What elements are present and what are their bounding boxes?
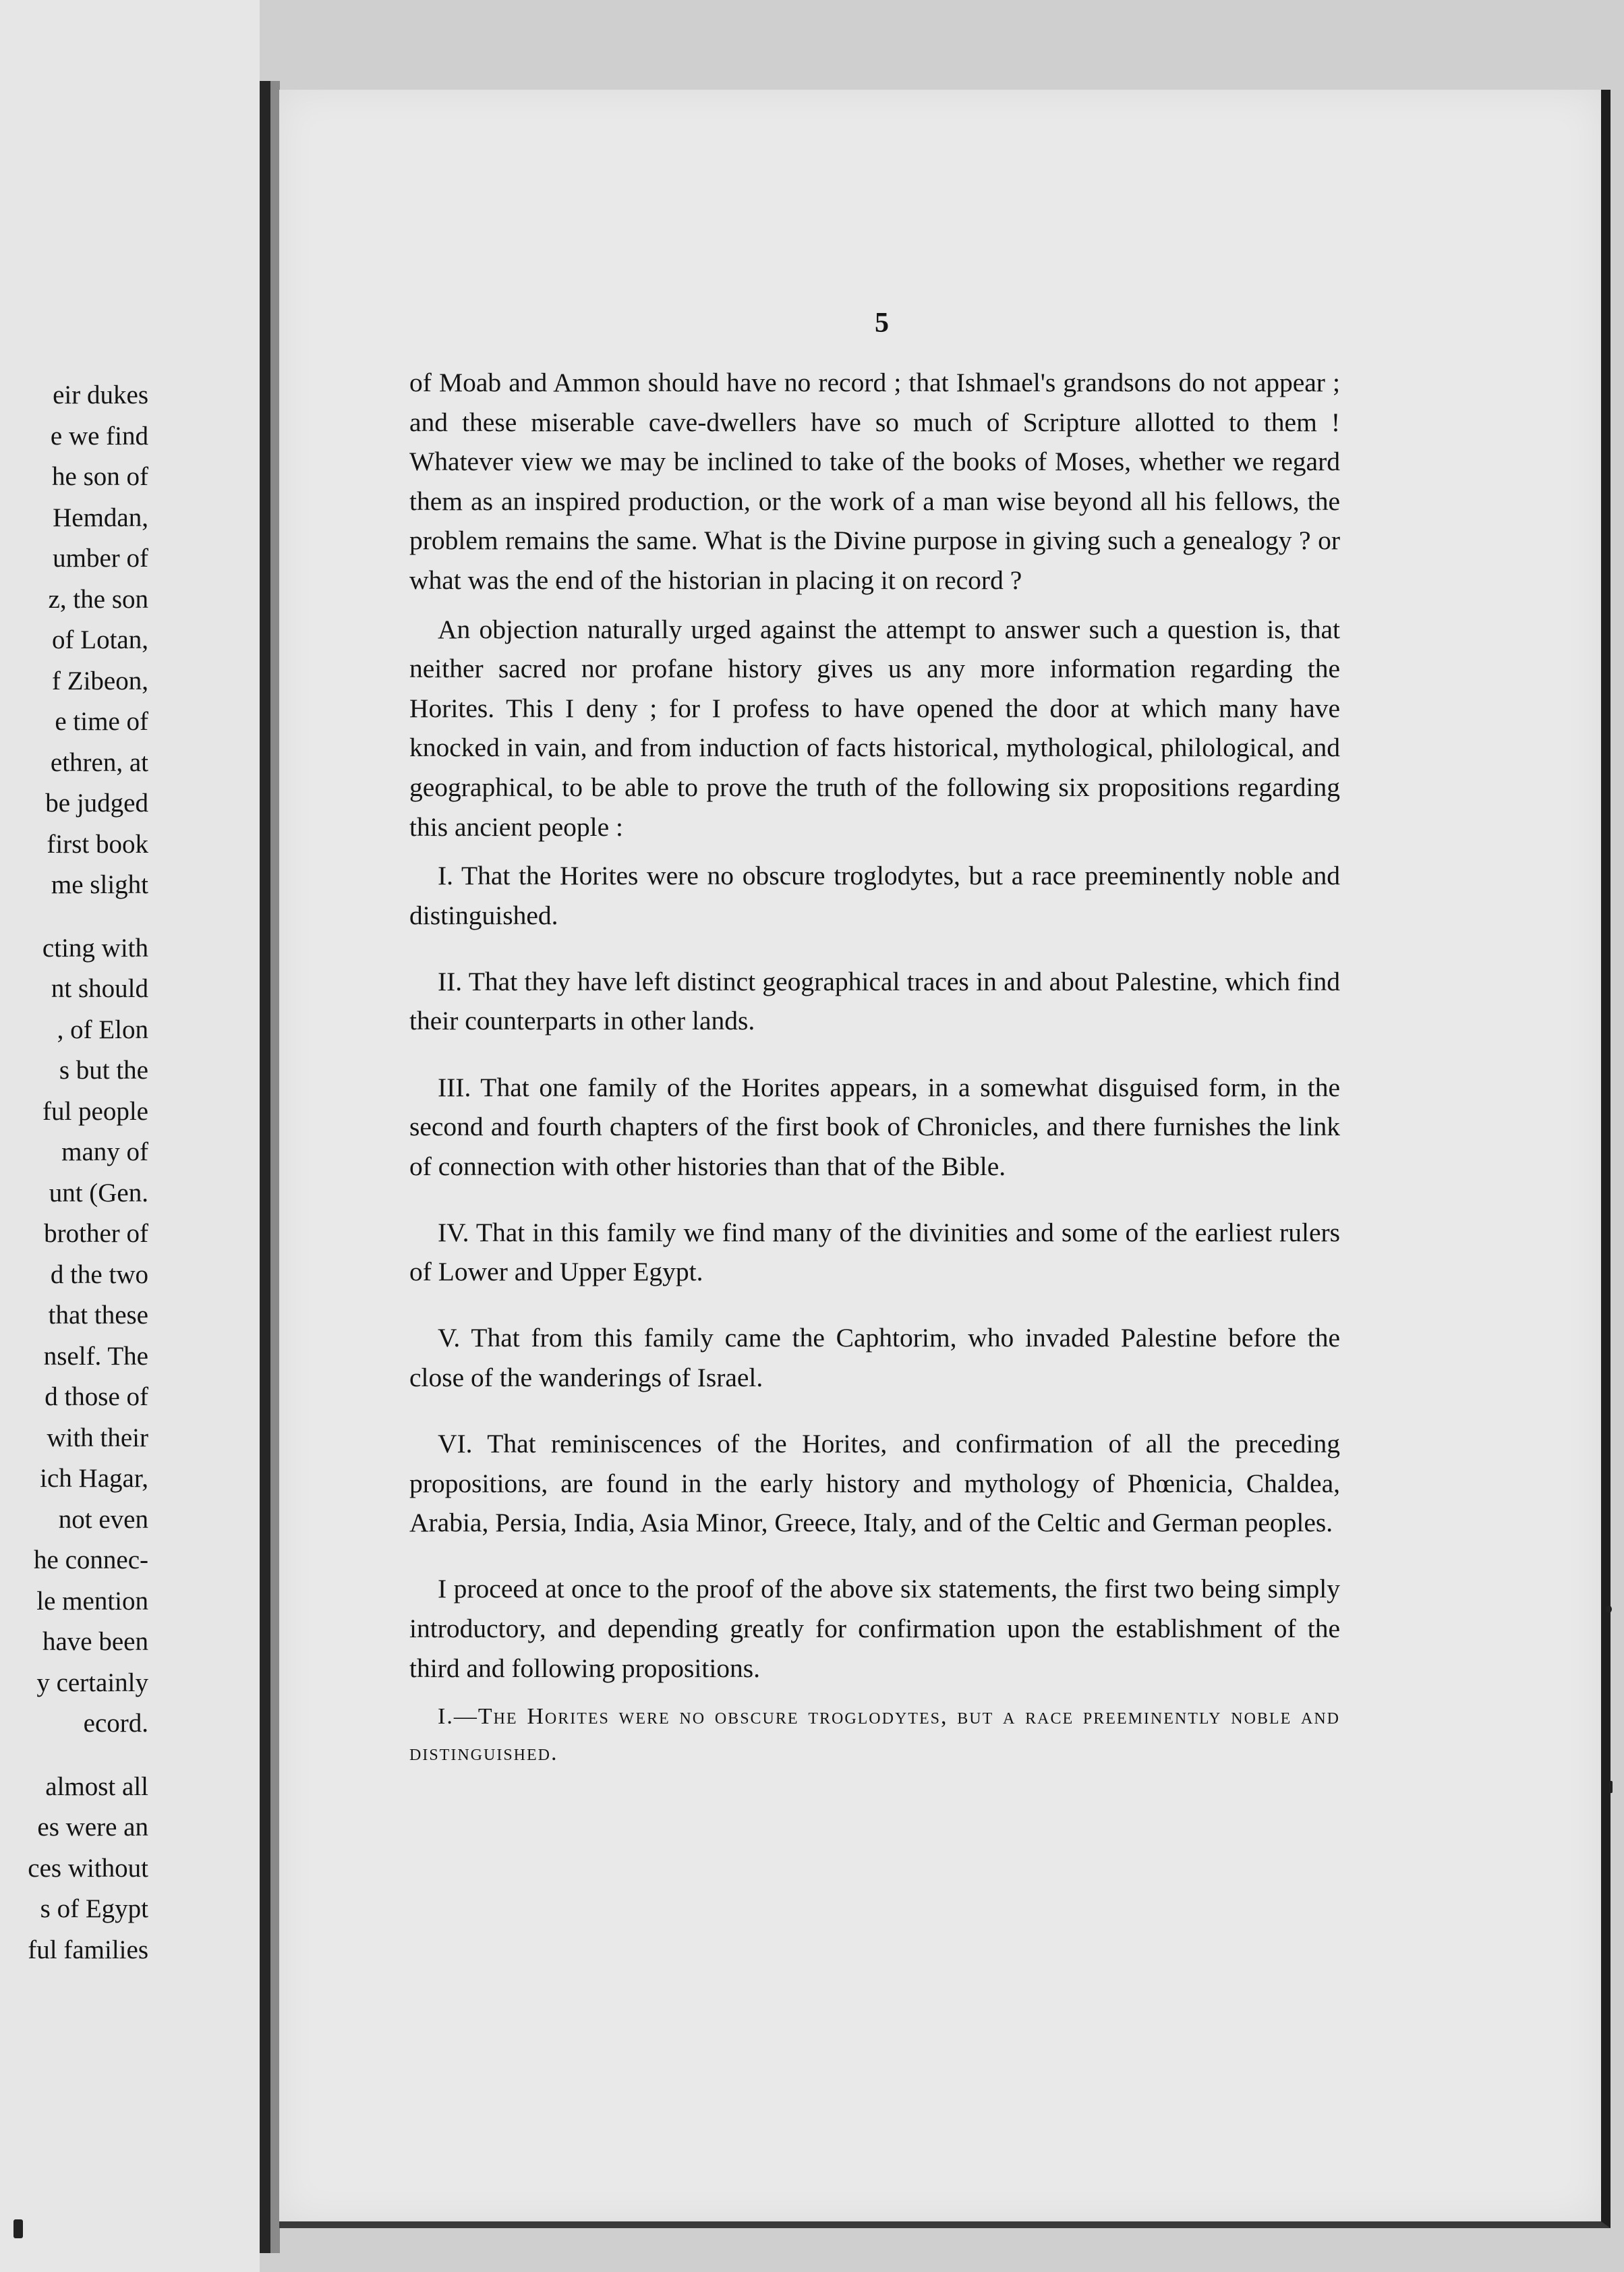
left-page-line: s but the [59, 1056, 148, 1085]
paragraph-2: An objection naturally urged against the attempt to answer such a question is, that neither sacred nor profane history gives us any more information regarding the Horites. This I deny ; for I profess to have opened the door at which many have knocked in vain, and from induction of facts historical, mythological, philological, and geographical, to be able to prove the truth of the following six propositions regarding this ancient people : [409, 614, 1340, 842]
left-page-line: with their [47, 1423, 148, 1452]
left-page-line: cting with [42, 933, 148, 963]
left-page-line: not even [58, 1504, 148, 1534]
proposition-2: II. That they have left distinct geographical traces in and about Palestine, which find their counterparts in other lands. [409, 966, 1340, 1036]
scan-speck [13, 2219, 23, 2238]
left-page-text [0, 375, 148, 1970]
left-page-line: e time of [55, 707, 148, 736]
proposition-5: V. That from this family came the Caphtorim, who invaded Palestine before the close of the wanderings of Israel. [409, 1323, 1340, 1393]
left-page-line: ecord. [83, 1709, 148, 1738]
left-page-line: that these [48, 1301, 148, 1330]
left-page-line: have been [42, 1627, 148, 1656]
left-page-line: ful families [28, 1935, 148, 1964]
left-page-line: d the two [50, 1259, 148, 1289]
left-page-line: es were an [37, 1813, 148, 1842]
page-body [409, 363, 1340, 1794]
gutter-shadow [270, 81, 280, 2253]
paragraph-1: of Moab and Ammon should have no record ; that Ishmael's grandsons do not appear ; and these miserable cave-dwellers have so much of Scripture allotted to them ! Whatever view we may be inclined to take of the books of Moses, whether we regard them as an inspired production, or the work of a man wise beyond all his fellows, the problem remains the same. What is the Divine purpose in giving such a genealogy ? or what was the end of the historian in placing it on record ? [409, 368, 1340, 595]
left-page-line: , of Elon [57, 1015, 148, 1044]
left-page-line: ethren, at [50, 747, 148, 777]
left-page-line: he connec- [34, 1545, 148, 1574]
left-page-line: many of [61, 1137, 148, 1166]
left-page-line: e we find [50, 421, 148, 451]
left-page-line: umber of [53, 544, 148, 573]
left-page-line: ful people [42, 1096, 148, 1126]
left-page-line: le mention [36, 1586, 148, 1616]
proposition-1: I. That the Horites were no obscure troglodytes, but a race preeminently noble and distinguished. [409, 861, 1340, 930]
proposition-4: IV. That in this family we find many of the divinities and some of the earliest rulers of Lower and Upper Egypt. [409, 1217, 1340, 1287]
left-page-line: brother of [44, 1219, 148, 1248]
left-page-line: first book [47, 829, 148, 859]
left-page-line: of Lotan, [52, 625, 148, 654]
left-page-line: nself. The [43, 1341, 148, 1371]
scan-speck [1606, 1606, 1612, 1613]
left-page-line: z, the son [48, 584, 148, 614]
left-page-line: f Zibeon, [52, 666, 148, 695]
left-page-line: me slight [51, 870, 148, 899]
left-page-line: nt should [51, 974, 148, 1003]
left-page-line: eir dukes [53, 380, 148, 409]
left-page-line: almost all [45, 1771, 148, 1801]
proposition-6: VI. That reminiscences of the Horites, and confirmation of all the preceding propositions, are found in the early history and mythology of Phœnicia, Chaldea, Arabia, Persia, India, Asia Minor, Greece, Italy, and of the Celtic and German peoples. [409, 1429, 1340, 1538]
left-page-line: ich Hagar, [40, 1464, 148, 1493]
left-page-line: unt (Gen. [49, 1178, 148, 1208]
left-page-paragraph-gap [0, 906, 148, 928]
left-page-line: he son of [52, 462, 148, 491]
left-page-line: d those of [45, 1382, 148, 1411]
closing-paragraph: I proceed at once to the proof of the above six statements, the first two being simply introductory, and depending greatly for confirmation upon the establishment of the third and following propositions. [409, 1574, 1340, 1683]
left-page-line: Hemdan, [53, 503, 148, 532]
left-page-line: s of Egypt [40, 1894, 148, 1923]
binding-gutter [260, 81, 270, 2253]
proposition-3: III. That one family of the Horites appears, in a somewhat disguised form, in the second and fourth chapters of the first book of Chronicles, and there furnishes the link of connection with other histories than that of the Bible. [409, 1072, 1340, 1181]
left-page-line: y certainly [36, 1668, 148, 1697]
left-page-line: ces without [28, 1853, 148, 1883]
left-page-paragraph-gap [0, 1744, 148, 1767]
left-page-line: be judged [45, 789, 148, 818]
section-heading: I.—The Horites were no obscure troglodytes, but a race preeminently noble and distinguished. [409, 1704, 1340, 1766]
scan-speck [1609, 1781, 1613, 1793]
left-facing-page [0, 0, 260, 2272]
page-number: 5 [875, 308, 889, 339]
